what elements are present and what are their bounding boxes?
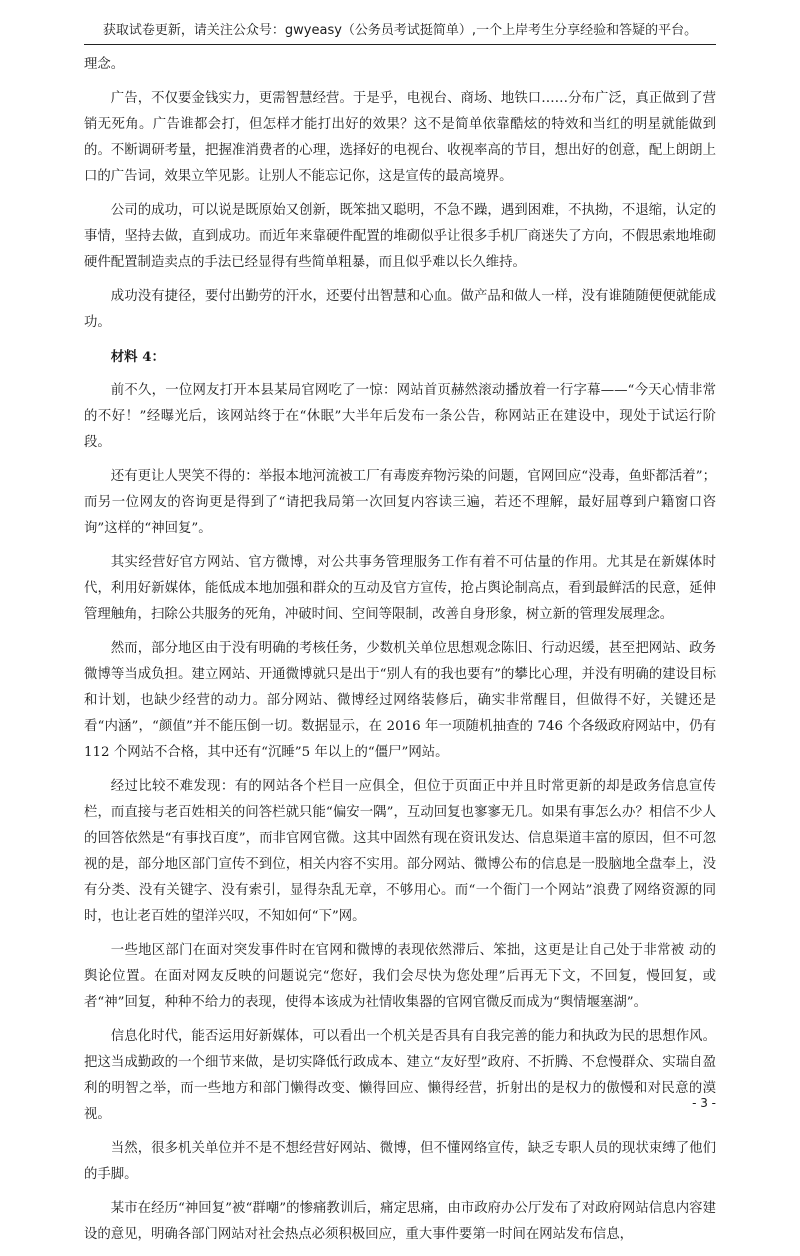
paragraph: 公司的成功，可以说是既原始又创新，既笨拙又聪明，不急不躁，遇到困难，不执拗，不退缩，认定的事情，坚持去做，直到成功。而近年来靠硬件配置的堆砌似乎让很多手机厂商迷失了方向，不假思索地堆砌硬件配置制造卖点的手法已经显得有些简单粗暴，而且似乎难以长久维持。	[84, 203, 716, 270]
paragraph: 广告，不仅要金钱实力，更需智慧经营。于是乎，电视台、商场、地铁口……分布广泛，真正做到了营销无死角。广告谁都会打，但怎样才能打出好的效果？这不是简单依靠酷炫的特效和当红的明星就能做到的。不断调研考量，把握准消费者的心理，选择好的电视台、收视率高的节目，想出好的创意，配上朗朗上口的广告词，效果立竿见影。让别人不能忘记你，这是宣传的最高境界。	[84, 91, 716, 184]
paragraph: 理念。	[84, 57, 125, 72]
paragraph: 成功没有捷径，要付出勤劳的汗水，还要付出智慧和心血。做产品和做人一样，没有谁随随便便就能成功。	[84, 289, 716, 330]
paragraph: 信息化时代，能否运用好新媒体，可以看出一个机关是否具有自我完善的能力和执政为民的思想作风。把这当成勤政的一个细节来做，是切实降低行政成本、建立“友好型”政府、不折腾、不怠慢群众、实瑞自盈利的明智之举，而一些地方和部门懒得改变、懒得回应、懒得经营，折射出的是权力的傲慢和对民意的漠视。	[84, 1029, 716, 1122]
paragraph: 还有更让人哭笑不得的：举报本地河流被工厂有毒废弃物污染的问题，官网回应“没毒，鱼虾都活着”；而另一位网友的咨询更是得到了“请把我局第一次回复内容读三遍，若还不理解，最好屈尊到户籍窗口咨询”这样的“神回复”。	[84, 469, 716, 536]
page-header: 获取试卷更新，请关注公众号：gwyeasy（公务员考试挺简单）,一个上岸考生分享经验和答疑的平台。	[84, 22, 716, 45]
section-title: 材料 4：	[110, 349, 165, 365]
paragraph: 经过比较不难发现：有的网站各个栏目一应俱全，但位于页面正中并且时常更新的却是政务信息宣传栏，而直接与老百姓相关的问答栏就只能“偏安一隅”，互动回复也寥寥无几。如果有事怎么办？相信不少人的回答依然是“有事找百度”，而非官网官微。这其中固然有现在资讯发达、信息渠道丰富的原因，但不可忽视的是，部分地区部门宣传不到位，相关内容不实用。部分网站、微博公布的信息是一股脑地全盘奉上，没有分类、没有关键字、没有索引，显得杂乱无章，不够用心。而“一个衙门一个网站”浪费了网络资源的同时，也让老百姓的望洋兴叹，不知如何“下”网。	[84, 779, 716, 924]
paragraph: 当然，很多机关单位并不是不想经营好网站、微博，但不懂网络宣传，缺乏专职人员的现状束缚了他们的手脚。	[84, 1141, 716, 1182]
paragraph: 前不久，一位网友打开本县某局官网吃了一惊：网站首页赫然滚动播放着一行字幕——“今天心情非常的不好！”经曝光后，该网站终于在“休眠”大半年后发布一条公告，称网站正在建设中，现处于试运行阶段。	[84, 383, 716, 450]
paragraph: 某市在经历“神回复”被“群嘲”的惨痛教训后，痛定思痛，由市政府办公厅发布了对政府网站信息内容建设的意见，明确各部门网站对社会热点必须积极回应，重大事件要第一时间在网站发布信息，	[84, 1201, 716, 1242]
paragraph: 然而，部分地区由于没有明确的考核任务，少数机关单位思想观念陈旧、行动迟缓，甚至把网站、政务微博等当成负担。建立网站、开通微博就只是出于“别人有的我也要有”的攀比心理，并没有明确的建设目标和计划，也缺少经营的动力。部分网站、微博经过网络装修后，确实非常醒目，但做得不好，关键还是看“内涵”，“颜值”并不能压倒一切。数据显示，在 2016 年一项随机抽查的 746 个各级政府网站中，仍有 112 个网站不合格，其中还有“沉睡”5 年以上的“僵尸”网站。	[84, 641, 716, 760]
paragraph: 其实经营好官方网站、官方微博，对公共事务管理服务工作有着不可估量的作用。尤其是在新媒体时代，利用好新媒体，能低成本地加强和群众的互动及官方宣传，抢占舆论制高点，看到最鲜活的民意，延伸管理触角，扫除公共服务的死角，冲破时间、空间等限制，改善自身形象，树立新的管理发展理念。	[84, 555, 716, 622]
page-number: - 3 -	[692, 1096, 716, 1110]
document-body	[84, 52, 716, 1256]
paragraph: 一些地区部门在面对突发事件时在官网和微博的表现依然滞后、笨拙，这更是让自己处于非常被 动的舆论位置。在面对网友反映的问题说完“您好，我们会尽快为您处理”后再无下文，不回复，慢回复，或者“神”回复，种种不给力的表现，使得本该成为社情收集器的官网官微反而成为“舆情堰塞湖”。	[84, 943, 716, 1010]
